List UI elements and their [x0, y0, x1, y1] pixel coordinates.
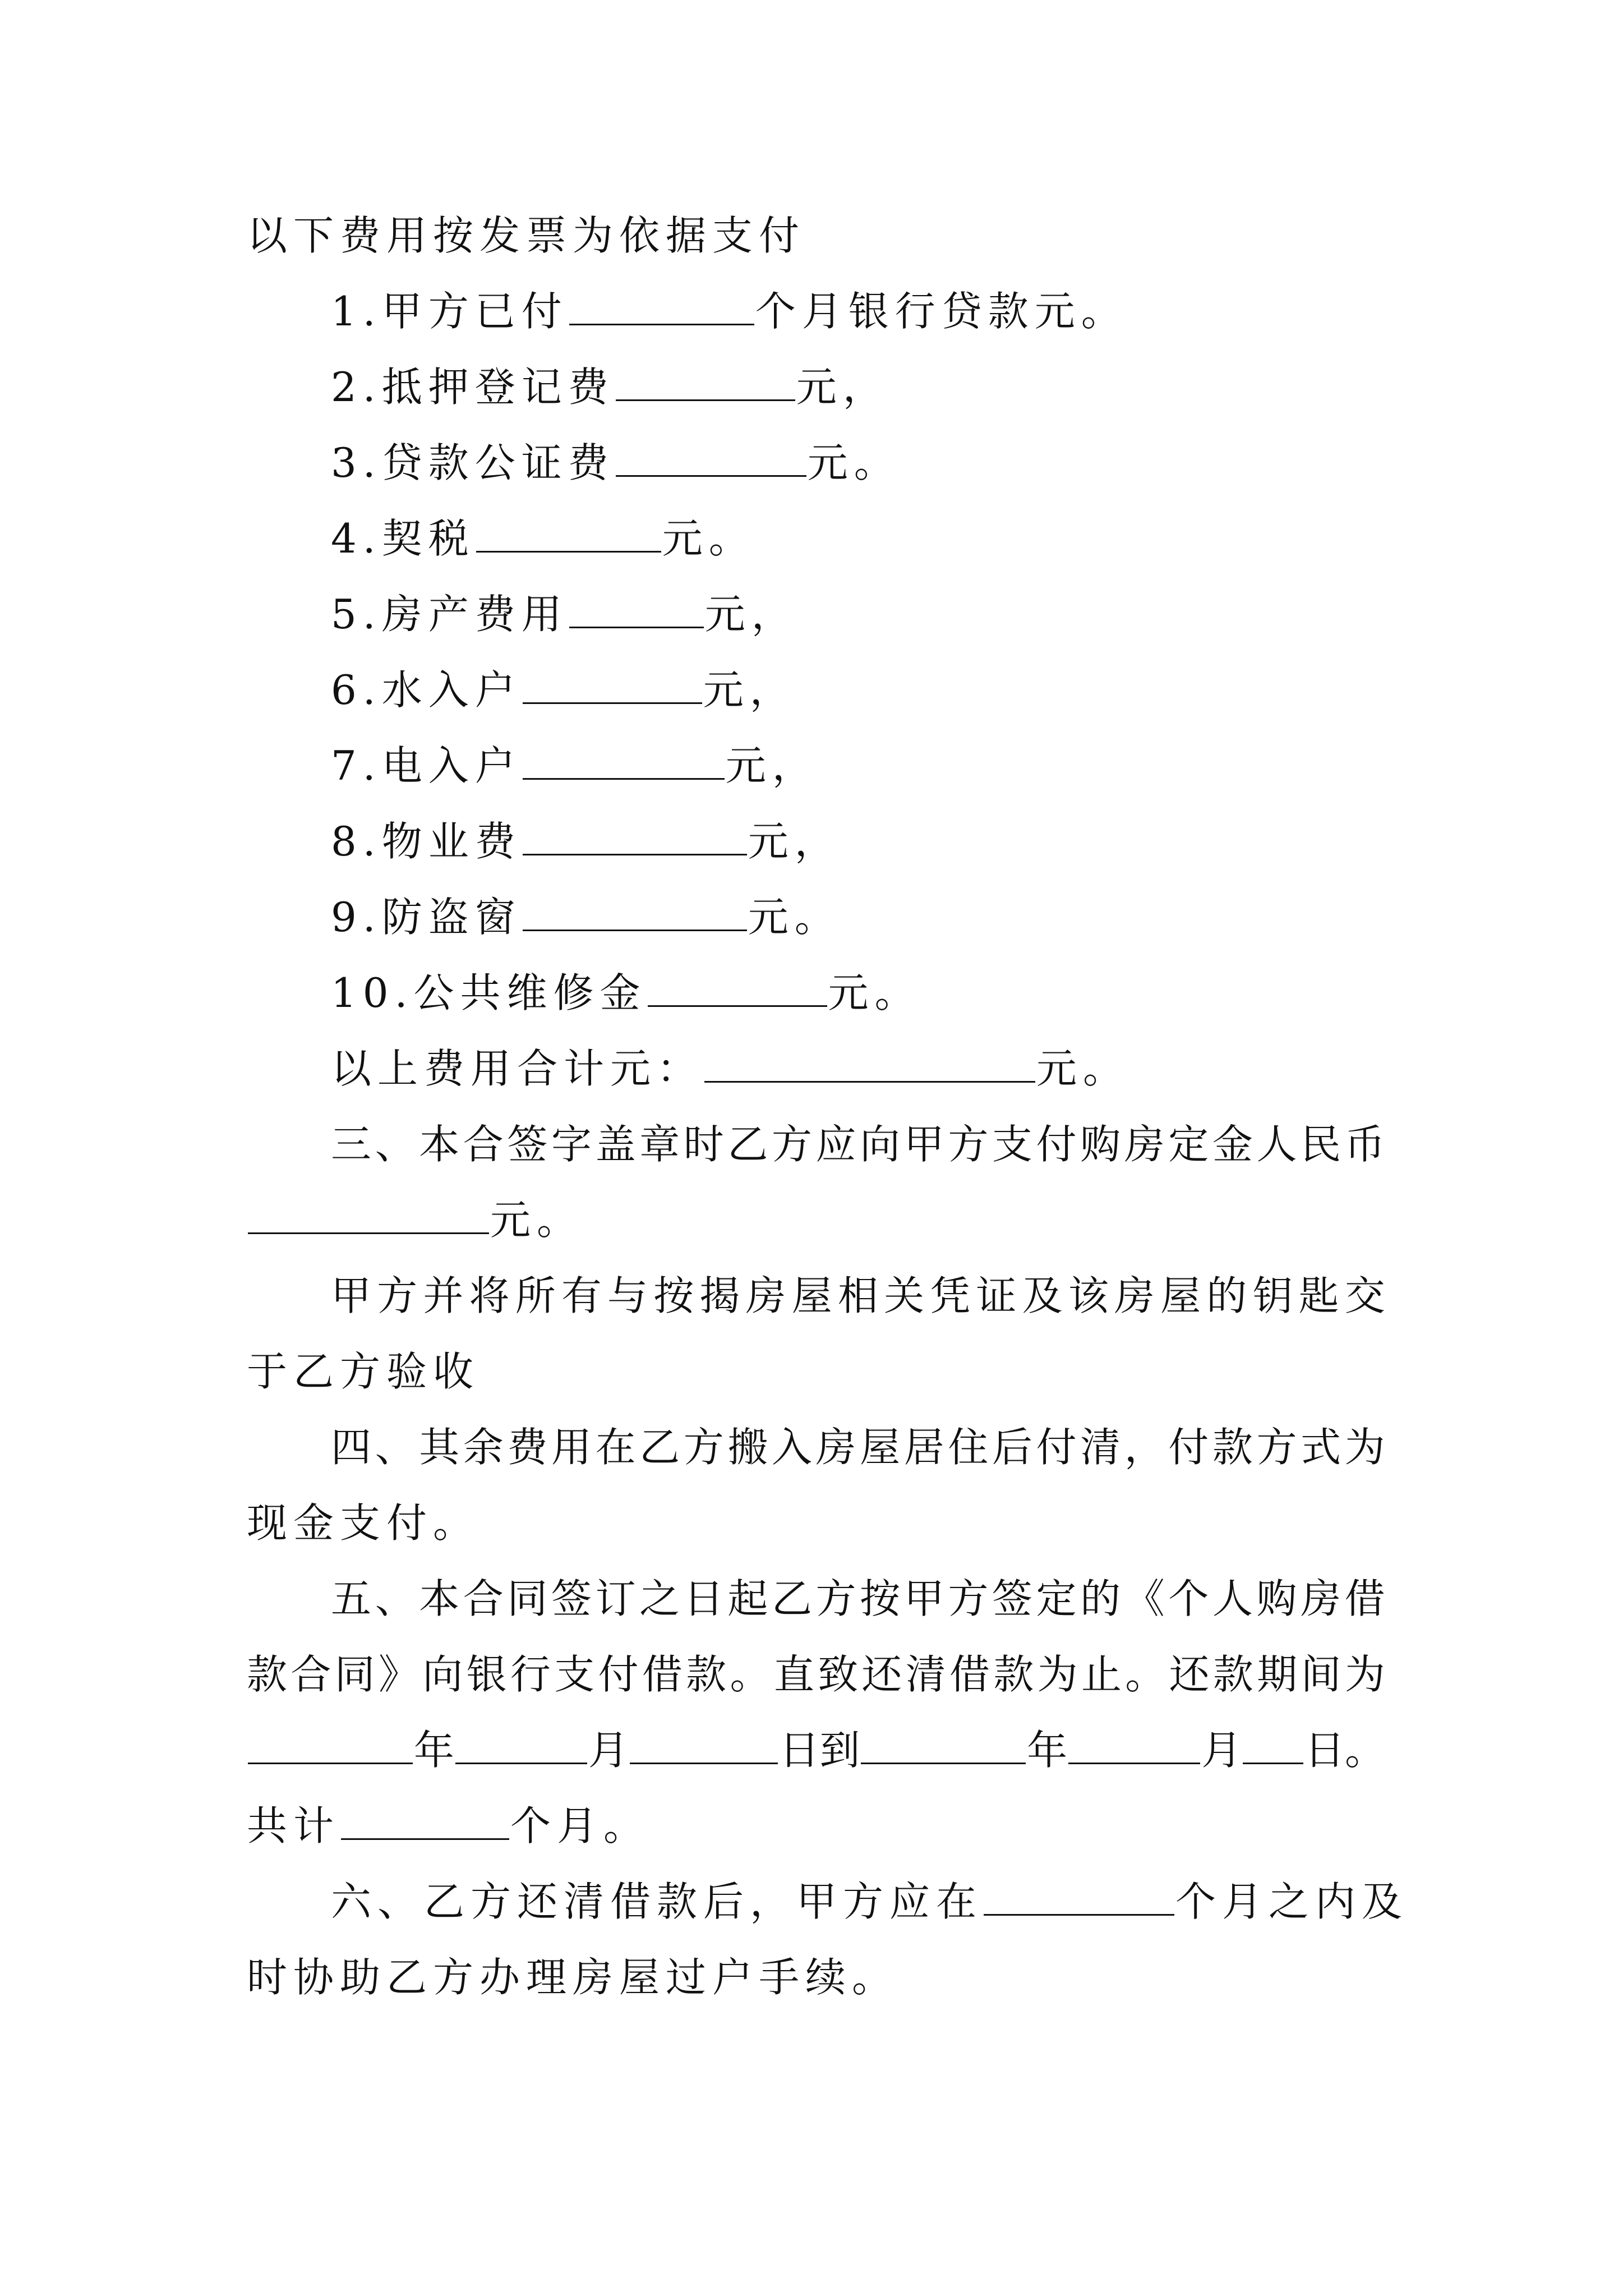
total-suffix: 元。	[1036, 1045, 1130, 1092]
blank-field[interactable]	[523, 668, 702, 704]
blank-field[interactable]	[630, 1728, 778, 1764]
text-char: 合	[463, 1575, 504, 1622]
text-char: 房	[1124, 1121, 1165, 1168]
fee-suffix: 元。	[807, 439, 901, 486]
text-char: 本	[419, 1575, 460, 1622]
text-char: 式	[1301, 1424, 1341, 1471]
blank-field[interactable]	[455, 1728, 587, 1764]
text-char: 居	[903, 1424, 944, 1471]
clause-3-line-2	[247, 1192, 583, 1248]
text-char: 之	[639, 1575, 680, 1622]
text-char: 相	[837, 1272, 878, 1319]
clause-4-line-1	[331, 1419, 1385, 1475]
text-char: 款	[1212, 1424, 1253, 1471]
text-char: 。	[730, 1651, 771, 1698]
blank-field[interactable]	[523, 895, 747, 931]
total-months-prefix: 共计	[247, 1802, 340, 1849]
text-char: 款	[686, 1651, 727, 1698]
text-char: 字	[551, 1121, 592, 1168]
text-char: 方	[377, 1272, 418, 1319]
text-char: 乙	[727, 1121, 768, 1168]
blank-field[interactable]	[523, 743, 725, 780]
text-char: 借	[1344, 1575, 1385, 1622]
text-char: 房	[815, 1424, 856, 1471]
text-char: 证	[976, 1272, 1017, 1319]
text-char: 甲	[331, 1272, 372, 1319]
clause-5-dates	[247, 1722, 1385, 1778]
fee-label: 4.契税	[331, 515, 475, 562]
fee-item-4	[331, 510, 755, 567]
text-char: 日	[683, 1575, 724, 1622]
text-char: 章	[639, 1121, 680, 1168]
blank-field[interactable]	[248, 1198, 489, 1234]
text-char: 、	[375, 1575, 416, 1622]
blank-field[interactable]	[648, 970, 827, 1007]
text-char: 借	[642, 1651, 683, 1698]
text-char: 定	[1036, 1575, 1077, 1622]
text-char: 间	[1301, 1651, 1341, 1698]
blank-field[interactable]	[616, 365, 795, 401]
total-label: 以上费用合计元：	[331, 1045, 704, 1092]
text-char: 用	[551, 1424, 592, 1471]
text-char: 期	[1257, 1651, 1298, 1698]
blank-field[interactable]	[523, 819, 747, 855]
date-day-1: 日到	[779, 1727, 860, 1774]
text-char: 、	[375, 1424, 416, 1471]
text-char: 合	[463, 1121, 504, 1168]
clause-6-line-2	[247, 1949, 898, 2005]
blank-field[interactable]	[1243, 1728, 1303, 1764]
clause-6-suffix: 个月之内及	[1175, 1878, 1409, 1925]
date-month-2: 月	[1201, 1727, 1242, 1774]
fee-suffix: 元。	[748, 894, 841, 941]
text-char: 盖	[595, 1121, 636, 1168]
text-char: 方	[948, 1121, 989, 1168]
text-char: 所	[515, 1272, 556, 1319]
blank-field[interactable]	[569, 289, 754, 325]
text-char: 。	[1125, 1651, 1166, 1698]
fee-item-7	[331, 738, 819, 794]
text-char: 为	[1037, 1651, 1078, 1698]
total-months-suffix: 个月。	[510, 1802, 651, 1849]
text-char: 乙	[771, 1575, 812, 1622]
fee-suffix: 元。	[828, 969, 921, 1016]
date-day-2: 日。	[1304, 1727, 1385, 1774]
text-char: 该	[1068, 1272, 1109, 1319]
text-char: 清	[1080, 1424, 1121, 1471]
date-year-2: 年	[1027, 1727, 1068, 1774]
text-char: 人	[1212, 1575, 1253, 1622]
text-char: 为	[1344, 1651, 1385, 1698]
text-char: 乙	[639, 1424, 680, 1471]
date-year-1: 年	[413, 1727, 454, 1774]
handover-line-1	[331, 1268, 1385, 1324]
text-char: 本	[419, 1121, 460, 1168]
text-char: ，	[1124, 1424, 1165, 1471]
fee-label: 2.抵押登记费	[331, 364, 615, 411]
text-char: 有	[561, 1272, 602, 1319]
text-char: 房	[1301, 1575, 1341, 1622]
blank-field[interactable]	[1068, 1728, 1200, 1764]
text-char: 签	[992, 1575, 1032, 1622]
fee-total-line	[331, 1041, 1129, 1097]
text-char: 购	[1256, 1575, 1297, 1622]
text-char: 屋	[791, 1272, 832, 1319]
text-char: 住	[948, 1424, 989, 1471]
text-char: 签	[507, 1121, 548, 1168]
handover-text-2: 于乙方验收	[247, 1348, 480, 1395]
text-char: 按	[860, 1575, 901, 1622]
fee-label: 6.水入户	[331, 666, 522, 714]
text-char: 支	[992, 1121, 1032, 1168]
text-char: 银	[466, 1651, 507, 1698]
text-char: 付	[1036, 1121, 1077, 1168]
clause-5-total-months	[247, 1798, 650, 1854]
text-char: 签	[551, 1575, 592, 1622]
intro-line	[247, 208, 805, 264]
handover-line-2	[247, 1343, 479, 1400]
text-char: 金	[1212, 1121, 1253, 1168]
fee-item-2	[331, 359, 889, 415]
blank-field[interactable]	[476, 516, 661, 553]
text-char: 还	[861, 1651, 902, 1698]
fee-item-3	[331, 435, 901, 491]
text-char: 同	[334, 1651, 375, 1698]
text-char: 在	[595, 1424, 636, 1471]
intro-text: 以下费用按发票为依据支付	[247, 212, 806, 259]
text-char: 将	[469, 1272, 510, 1319]
text-char: 向	[422, 1651, 463, 1698]
text-char: 屋	[860, 1424, 901, 1471]
text-char: 房	[745, 1272, 786, 1319]
clause-3-suffix: 元。	[490, 1197, 584, 1244]
fee-label: 7.电入户	[331, 742, 522, 789]
text-char: 交	[1344, 1272, 1385, 1319]
blank-field[interactable]	[984, 1879, 1174, 1916]
fee-suffix: 元，	[704, 591, 798, 638]
date-month-1: 月	[588, 1727, 629, 1774]
blank-field[interactable]	[248, 1728, 413, 1764]
text-char: 向	[860, 1121, 901, 1168]
text-char: 凭	[930, 1272, 971, 1319]
text-char: 搬	[727, 1424, 768, 1471]
clause-5-line-2	[247, 1646, 1385, 1703]
text-char: 方	[815, 1575, 856, 1622]
text-char: 按	[653, 1272, 694, 1319]
text-char: 匙	[1298, 1272, 1339, 1319]
text-char: 民	[1301, 1121, 1341, 1168]
text-char: 个	[1168, 1575, 1209, 1622]
blank-field[interactable]	[704, 1046, 1035, 1083]
fee-label: 8.物业费	[331, 818, 522, 865]
text-char: 揭	[699, 1272, 740, 1319]
text-char: 行	[510, 1651, 551, 1698]
text-char: 款	[1212, 1651, 1253, 1698]
blank-field[interactable]	[341, 1803, 509, 1840]
blank-field[interactable]	[861, 1728, 1026, 1764]
text-char: 付	[1168, 1424, 1209, 1471]
text-char: 付	[598, 1651, 639, 1698]
text-char: 购	[1080, 1121, 1121, 1168]
fee-item-9	[331, 889, 841, 945]
text-char: 费	[507, 1424, 548, 1471]
text-char: 其	[419, 1424, 460, 1471]
text-char: 款	[247, 1651, 288, 1698]
fee-label: 1.甲方已付	[331, 288, 568, 335]
text-char: 关	[884, 1272, 925, 1319]
text-char: 》	[378, 1651, 419, 1698]
text-char: 及	[1022, 1272, 1063, 1319]
text-char: 还	[1169, 1651, 1210, 1698]
text-char: 起	[727, 1575, 768, 1622]
fee-item-1	[331, 283, 1128, 339]
text-char: 钥	[1252, 1272, 1293, 1319]
fee-suffix: 元，	[748, 818, 841, 865]
text-char: 付	[1036, 1424, 1077, 1471]
clause-5-line-1	[331, 1571, 1385, 1627]
text-char: 入	[771, 1424, 812, 1471]
fee-label: 9.防盗窗	[331, 894, 522, 941]
fee-suffix: 个月银行贷款元。	[755, 288, 1128, 335]
text-char: 《	[1124, 1575, 1165, 1622]
text-char: 甲	[903, 1121, 944, 1168]
blank-field[interactable]	[616, 440, 806, 477]
fee-suffix: 元，	[725, 742, 819, 789]
text-char: 方	[1256, 1424, 1297, 1471]
text-char: 五	[331, 1575, 372, 1622]
text-char: 与	[607, 1272, 648, 1319]
text-char: 甲	[903, 1575, 944, 1622]
text-char: 方	[683, 1424, 724, 1471]
text-char: 时	[683, 1121, 724, 1168]
text-char: 人	[1256, 1121, 1297, 1168]
text-char: 方	[948, 1575, 989, 1622]
text-char: 方	[771, 1121, 812, 1168]
fee-label: 10.公共维修金	[331, 969, 647, 1016]
clause-4-line-2	[247, 1495, 479, 1551]
text-char: 的	[1206, 1272, 1247, 1319]
text-char: 定	[1168, 1121, 1209, 1168]
text-char: 致	[818, 1651, 859, 1698]
text-char: 直	[773, 1651, 814, 1698]
text-char: 、	[375, 1121, 416, 1168]
text-char: 同	[507, 1575, 548, 1622]
fee-item-6	[331, 662, 796, 718]
text-char: 借	[949, 1651, 990, 1698]
text-char: 三	[331, 1121, 372, 1168]
text-char: 清	[905, 1651, 946, 1698]
text-char: 合	[291, 1651, 331, 1698]
clause-3-line-1	[331, 1116, 1385, 1172]
text-char: 的	[1080, 1575, 1121, 1622]
clause-4-text-2: 现金支付。	[247, 1499, 480, 1547]
fee-item-8	[331, 813, 841, 869]
fee-item-10	[331, 965, 921, 1021]
fee-suffix: 元，	[796, 364, 889, 411]
text-char: 房	[1114, 1272, 1155, 1319]
clause-6-prefix: 六、乙方还清借款后，甲方应在	[331, 1878, 983, 1925]
text-char: 应	[815, 1121, 856, 1168]
fee-label: 3.贷款公证费	[331, 439, 615, 486]
text-char: 余	[463, 1424, 504, 1471]
text-char: 后	[992, 1424, 1032, 1471]
clause-6-text-2: 时协助乙方办理房屋过户手续。	[247, 1954, 899, 2001]
text-char: 止	[1081, 1651, 1122, 1698]
text-char: 币	[1344, 1121, 1385, 1168]
text-char: 支	[554, 1651, 595, 1698]
fee-item-5	[331, 586, 798, 642]
fee-suffix: 元。	[662, 515, 755, 562]
text-char: 四	[331, 1424, 372, 1471]
text-char: 屋	[1160, 1272, 1201, 1319]
text-char: 并	[423, 1272, 464, 1319]
fee-label: 5.房产费用	[331, 591, 568, 638]
fee-suffix: 元，	[703, 666, 796, 714]
clause-6-line-1	[331, 1874, 1408, 1930]
text-char: 订	[595, 1575, 636, 1622]
text-char: 款	[993, 1651, 1034, 1698]
text-char: 为	[1344, 1424, 1385, 1471]
blank-field[interactable]	[569, 592, 704, 628]
